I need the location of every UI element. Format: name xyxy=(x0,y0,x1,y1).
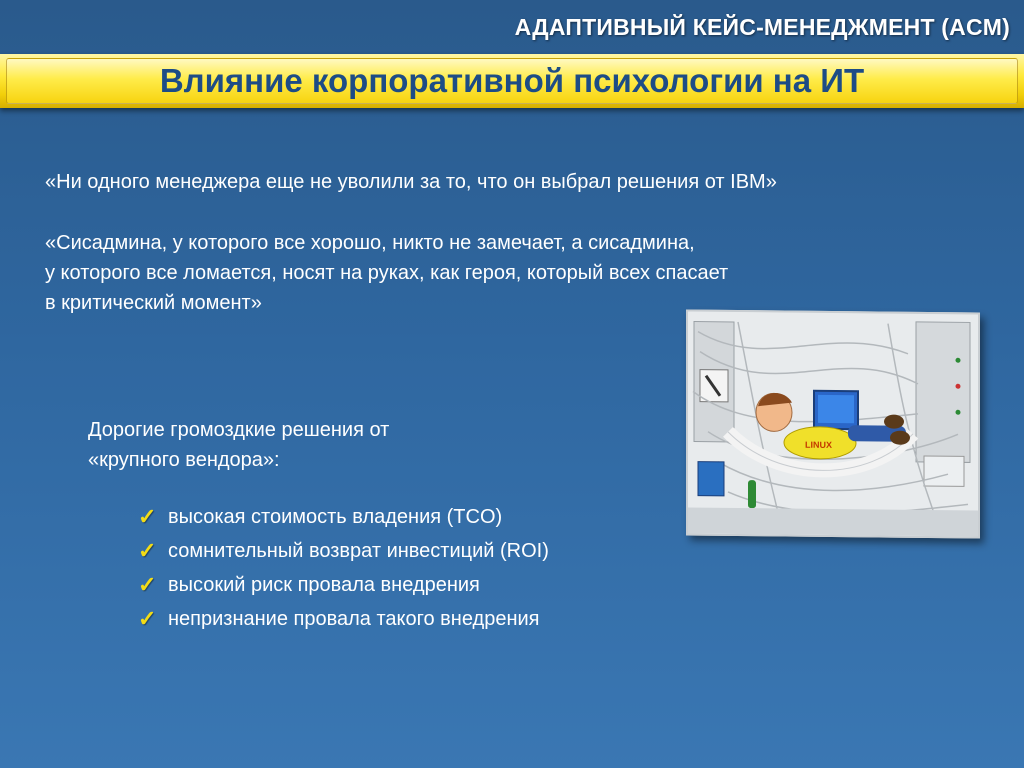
vendor-intro-line-2: «крупного вендора»: xyxy=(88,449,280,471)
quote-sysadmin-line-3: в критический момент» xyxy=(45,292,262,314)
quote-sysadmin xyxy=(45,228,728,318)
slide-title: Влияние корпоративной психологии на ИТ xyxy=(159,62,865,99)
checkmark-icon: ✓ xyxy=(138,538,157,563)
quote-sysadmin-line-2: у которого все ломается, носят на руках, как героя, который всех спасает xyxy=(45,262,729,284)
title-band xyxy=(0,54,1024,108)
vendor-intro-line-1: Дорогие громоздкие решения от xyxy=(88,419,390,441)
bullet-text: высокая стоимость владения (TCO) xyxy=(168,506,503,528)
quote-ibm: «Ни одного менеджера еще не уволили за то, что он выбрал решения от IBM» xyxy=(45,171,777,193)
bullet-item xyxy=(138,534,549,568)
bullet-text: непризнание провала такого внедрения xyxy=(168,608,540,630)
sysadmin-hammock-illustration xyxy=(686,309,980,538)
quote-sysadmin-line-1: «Сисадмина, у которого все хорошо, никто не замечает, а сисадмина, xyxy=(45,232,695,254)
bullet-text: сомнительный возврат инвестиций (ROI) xyxy=(168,540,549,562)
vendor-intro xyxy=(88,415,389,475)
checkmark-icon: ✓ xyxy=(138,572,157,597)
bottle-icon xyxy=(748,480,756,508)
right-rack-icon xyxy=(916,322,970,463)
illustration-svg xyxy=(688,311,978,536)
top-title: АДАПТИВНЫЙ КЕЙС-МЕНЕДЖМЕНТ (ACM) xyxy=(514,14,1010,40)
bullet-item xyxy=(138,568,549,602)
pc-tower-icon xyxy=(698,462,724,496)
checkmark-icon: ✓ xyxy=(138,606,157,631)
checkmark-icon: ✓ xyxy=(138,504,157,529)
bullet-list xyxy=(138,500,549,636)
shirt-text: LINUX xyxy=(805,439,832,450)
bullet-text: высокий риск провала внедрения xyxy=(168,574,480,596)
bullet-item xyxy=(138,500,549,534)
bullet-item xyxy=(138,602,549,636)
